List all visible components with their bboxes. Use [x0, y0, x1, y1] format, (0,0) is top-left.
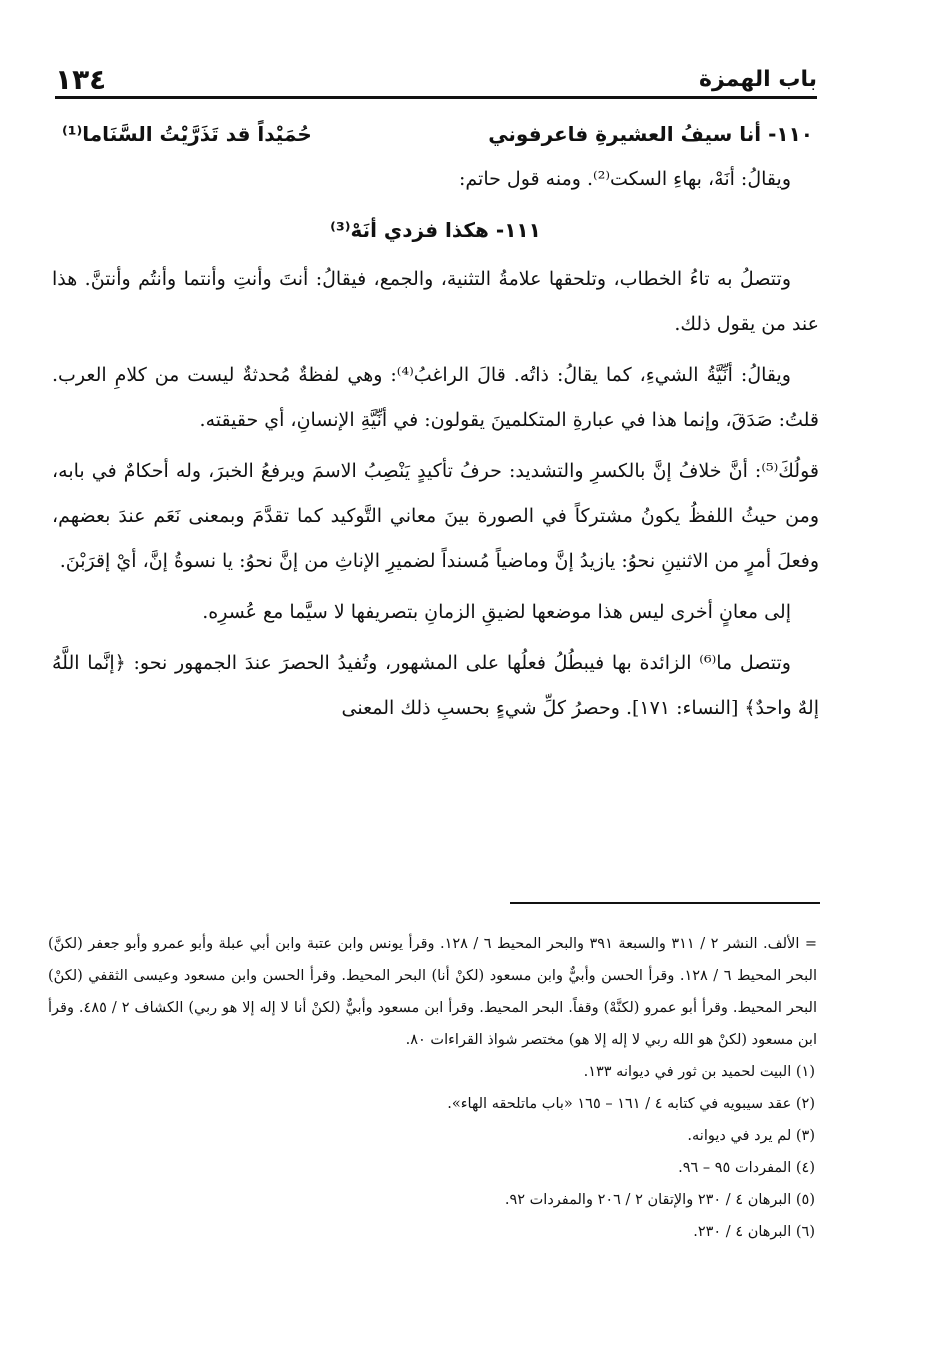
paragraph-4: قولُكَ⁽⁵⁾: أنَّ خلافُ إنَّ بالكسرِ والتشديد: حرفُ تأكيدٍ يَنْصِبُ الاسمَ ويرفعُ الخبرَ، وله أحكامٌ في بابه، ومن حيثُ اللفظُ يكونُ مشتركاً في الصورة بينَ معاني التَّوكيد كما تقدَّمَ وبمعنى نَعَم عندَ بعضهم، وفعلَ أمرٍ من الاثنينِ نحوُ: يازيدُ إنَّ وماضياً مُسنداً لضميرِ الإناثِ من إنَّ نحوُ: يا نسوةُ إنَّ، أيْ إقرَبْنَ.	[52, 460, 819, 572]
page-number: ١٣٤	[55, 63, 107, 96]
footnote-item: (٢) عقد سيبويه في كتابه ٤ / ١٦١ – ١٦٥ «باب ماتلحقه الهاء».	[447, 1096, 815, 1112]
verse-111: ١١١- هكذا فزدي أنَهْ⁽³⁾	[330, 218, 541, 242]
page-header	[55, 52, 817, 99]
paragraph-6: وتتصل ما⁽⁶⁾ الزائدة بها فيبطُلُ فعلُها على المشهور، وتُفيدُ الحصرَ عندَ الجمهور نحو: ﴿إنَّما اللَّهُ إلهٌ واحدٌ﴾ [النساء: ١٧١]. وحصرُ كلِّ شيءٍ بحسبِ ذلك المعنى	[52, 652, 819, 719]
paragraph-2: وتتصلُ به تاءُ الخطاب، وتلحقها علامةُ التثنية، والجمع، فيقالُ: أنتَ وأنتِ وأنتما وأنتُم وأنتنَّ. هذا عند من يقول ذلك.	[52, 268, 819, 335]
main-text	[52, 112, 819, 737]
verse-110	[52, 112, 819, 157]
footnote-continuation: = الألف. النشر ٢ / ٣١١ والسبعة ٣٩١ والبحر المحيط ٦ / ١٢٨. وقرأ يونس وابن عتبة وابن أبي عبلة وأبو عمرو وأبو جعفر (لكنَّ) البحر المحيط ٦ / ١٢٨. وقرأ الحسن وأبيٌّ وابن مسعود (لكنْ أنا) البحر المحيط. وقرأ الحسن وابن مسعود وعيسى الثقفي (لكنْ) البحر المحيط. وقرأ أبو عمرو (لكنَّهْ) وقفاً. البحر المحيط. وقرأ ابن مسعود وأبيٌّ (لكنْ أنا لا إله إلا هو ربي) الكشاف ٢ / ٤٨٥. وقرأ ابن مسعود (لكنْ هو الله ربي لا إله إلا هو) مختصر شواذ القراءات ٨٠.	[48, 936, 818, 1048]
verse-110-second-hemistich: حُمَيْداً قد تَذَرَّيْتُ السَّنَاما⁽¹⁾	[62, 122, 312, 146]
footnote-item: (١) البيت لحميد بن ثور في ديوانه ١٣٣.	[583, 1064, 815, 1080]
footnote-divider	[510, 902, 820, 904]
footnote-item: (٦) البرهان ٤ / ٢٣٠.	[693, 1224, 815, 1240]
paragraph-3: ويقالُ: أنِّيَّةُ الشيءِ، كما يقالُ: ذاتُه. قالَ الراغبُ⁽⁴⁾: وهي لفظةٌ مُحدثةٌ ليست من كلامِ العرب. قلتُ: صَدَقَ، وإنما هذا في عبارةِ المتكلمينَ يقولون: في أنِّيَّةِ الإنسانِ، أي حقيقته.	[52, 364, 819, 431]
paragraph-1: ويقالُ: أنَهْ، بهاءِ السكت⁽²⁾. ومنه قول حاتم:	[459, 168, 791, 190]
chapter-title: باب الهمزة	[698, 67, 817, 92]
paragraph-5: إلى معانٍ أخرى ليس هذا موضعها لضيقِ الزمانِ بتصريفها لا سيَّما مع عُسرِه.	[202, 601, 791, 623]
footnotes	[48, 928, 817, 1248]
footnote-item: (٥) البرهان ٤ / ٢٣٠ والإتقان ٢ / ٢٠٦ والمفردات ٩٢.	[504, 1192, 815, 1208]
footnote-item: (٤) المفردات ٩٥ – ٩٦.	[678, 1160, 815, 1176]
verse-110-first-hemistich: ١١٠- أنا سيفُ العشيرةِ فاعرفوني	[488, 122, 813, 146]
footnote-item: (٣) لم يرد في ديوانه.	[687, 1128, 815, 1144]
